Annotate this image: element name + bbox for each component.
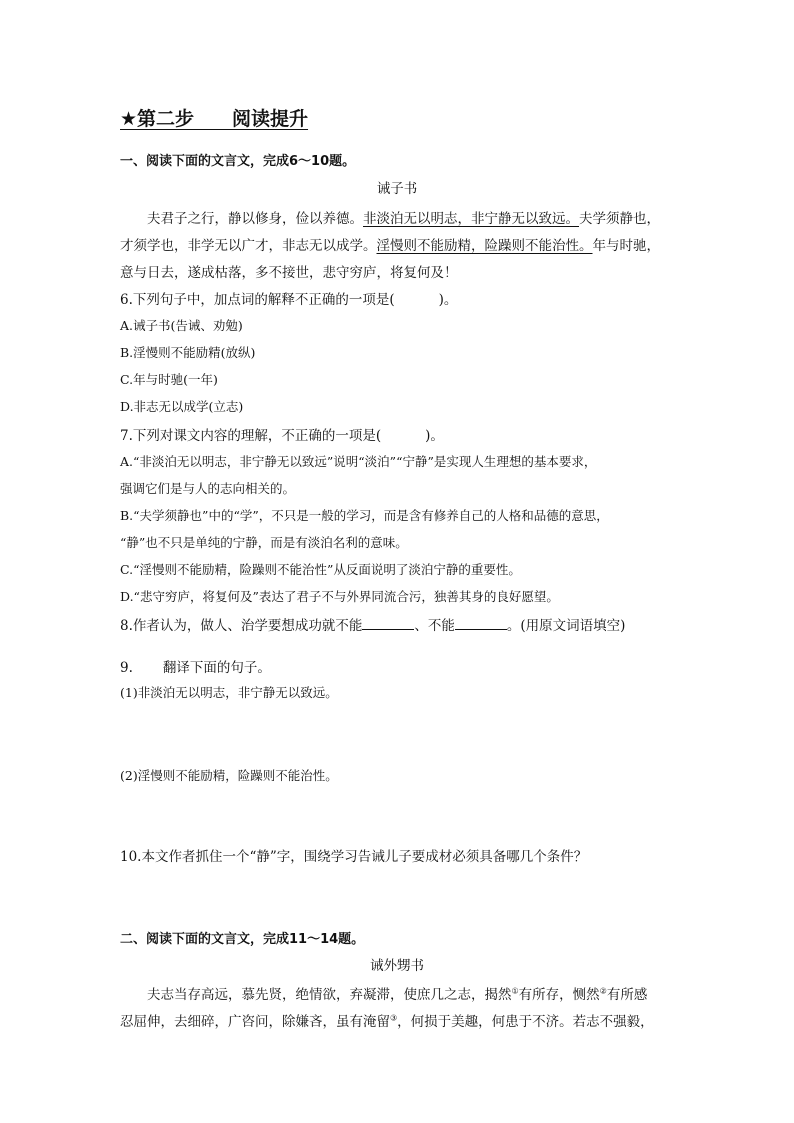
q9-sentence-1: (1)非淡泊无以明志，非宁静无以致远。 [120,685,338,700]
q6-option-a: A.诫子书(告诫、劝勉) [120,318,243,333]
passage2-title: 诫外甥书 [370,958,424,974]
q7-option-b-line2: “静”也不只是单纯的宁静，而是有淡泊名利的意味。 [120,535,408,550]
q9-sentence-2: (2)淫慢则不能励精，险躁则不能治性。 [120,768,338,783]
q7-option-c: C.“淫慢则不能励精，险躁则不能治性”从反面说明了淡泊宁静的重要性。 [120,562,521,577]
q7-option-a-line2: 强调它们是与人的志向相关的。 [120,481,296,496]
q9-stem: 9. 翻译下面的句子。 [120,660,271,676]
q7-option-a-line1: A.“非淡泊无以明志，非宁静无以致远”说明“淡泊”“宁静”是实现人生理想的基本要求， [120,454,597,469]
passage1-line3: 意与日去，遂成枯落，多不接世，悲守穷庐，将复何及！ [120,265,458,281]
passage1-line2: 才须学也，非学无以广才，非志无以成学。淫慢则不能励精，险躁则不能治性。年与时驰， [120,238,660,254]
passage2-line1: 夫志当存高远，慕先贤，绝情欲，弃凝滞，使庶几之志，揭然①有所存，恻然②有所感 [147,986,648,1003]
passage1-title: 诫子书 [376,181,418,197]
q6-option-c: C.年与时驰(一年) [120,372,218,387]
passage1-line1: 夫君子之行，静以修身，俭以养德。非淡泊无以明志，非宁静无以致远。夫学须静也， [147,211,660,227]
q7-option-b-line1: B.“夫学须静也”中的“学”，不只是一般的学习，而是含有修养自己的人格和品德的意思， [120,508,609,523]
q8-blank-1[interactable] [362,617,414,630]
q8-blank-2[interactable] [455,617,507,630]
passage2-line2: 忍屈伸，去细碎，广咨问，除嫌吝，虽有淹留③，何损于美趣，何患于不济。若志不强毅， [120,1013,654,1030]
q7-option-d: D.“悲守穷庐，将复何及”表达了君子不与外界同流合污，独善其身的良好愿望。 [120,589,559,604]
q6-stem: 6.下列句子中，加点词的解释不正确的一项是( )。 [120,292,458,308]
q10-stem: 10.本文作者抓住一个“静”字，围绕学习告诫儿子要成材必须具备哪几个条件？ [120,849,588,865]
step-heading: ★第二步 阅读提升 [120,108,309,130]
q7-stem: 7.下列对课文内容的理解，不正确的一项是( )。 [120,428,444,444]
section2-title: 二、阅读下面的文言文，完成11～14题。 [120,932,365,947]
q6-option-b: B.淫慢则不能励精(放纵) [120,345,256,360]
section1-title: 一、阅读下面的文言文，完成6～10题。 [120,154,356,169]
q6-option-d: D.非志无以成学(立志) [120,399,244,414]
q8-stem: 8.作者认为，做人、治学要想成功就不能 、不能 。(用原文词语填空) [120,618,626,634]
